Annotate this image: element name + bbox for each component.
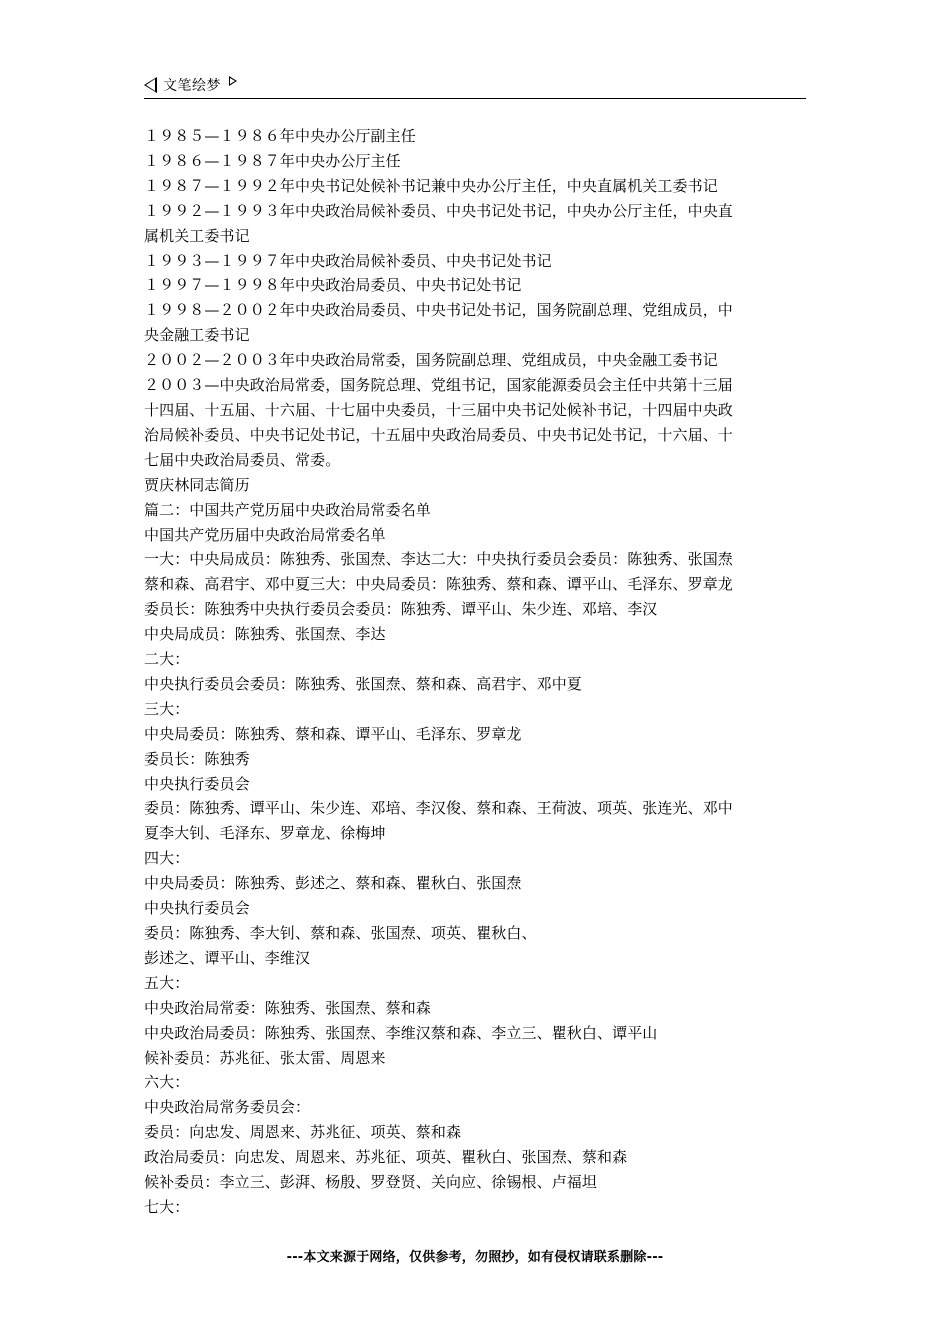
text-line: １９８７—１９９２年中央书记处候补书记兼中央办公厅主任，中央直属机关工委书记 <box>144 176 718 195</box>
text-line: 委员：陈独秀、李大钊、蔡和森、张国焘、项英、瞿秋白、 <box>144 924 537 942</box>
text-line: 中央执行委员会 <box>144 899 250 918</box>
text-line: 一大：中央局成员：陈独秀、张国焘、李达二大：中央执行委员会委员：陈独秀、张国焘 <box>144 550 733 569</box>
footer-disclaimer: ---本文来源于网络，仅供参考，勿照抄，如有侵权请联系删除--- <box>286 1250 664 1265</box>
text-line: １９８５—１９８６年中央办公厅副主任 <box>144 127 416 145</box>
text-line: １９８６—１９８７年中央办公厅主任 <box>144 151 401 170</box>
right-triangle-icon <box>229 76 237 86</box>
text-line: ２００３—中央政治局常委，国务院总理、党组书记，国家能源委员会主任中共第十三届 <box>144 376 733 395</box>
text-line: 中央政治局常委：陈独秀、张国焘、蔡和森 <box>144 998 431 1017</box>
text-line: 委员长：陈独秀中央执行委员会委员：陈独秀、谭平山、朱少连、邓培、李汉 <box>144 600 658 619</box>
text-line: １９９２—１９９３年中央政治局候补委员、中央书记处书记，中央办公厅主任，中央直 <box>144 201 733 220</box>
text-line: 中央政治局委员：陈独秀、张国焘、李维汉蔡和森、李立三、瞿秋白、谭平山 <box>144 1023 658 1042</box>
text-line: 治局候补委员、中央书记处书记，十五届中央政治局委员、中央书记处书记，十六届、十 <box>144 425 733 444</box>
text-line: 彭述之、谭平山、李维汉 <box>144 948 311 967</box>
text-line: 六大： <box>144 1073 190 1092</box>
left-triangle-icon <box>144 77 157 93</box>
text-line: 蔡和森、高君宇、邓中夏三大：中央局委员：陈独秀、蔡和森、谭平山、毛泽东、罗章龙 <box>144 575 733 594</box>
text-line: 中央政治局常务委员会： <box>144 1098 311 1117</box>
text-line: 七届中央政治局委员、常委。 <box>144 450 341 469</box>
document-body <box>144 124 808 1220</box>
text-line: 十四届、十五届、十六届、十七届中央委员，十三届中央书记处候补书记，十四届中央政 <box>144 400 733 419</box>
text-line: 三大： <box>144 699 190 718</box>
text-line: 五大： <box>144 973 190 992</box>
text-line: 贾庆林同志简历 <box>144 475 250 494</box>
text-line: 中央局成员：陈独秀、张国焘、李达 <box>144 625 386 644</box>
text-line: 七大： <box>144 1197 190 1216</box>
text-line: 篇二：中国共产党历届中央政治局常委名单 <box>144 500 431 519</box>
text-line: 中央局委员：陈独秀、蔡和森、谭平山、毛泽东、罗章龙 <box>144 724 522 743</box>
text-line: 二大： <box>144 650 190 669</box>
text-line: 中央执行委员会 <box>144 774 250 793</box>
text-line: 四大： <box>144 849 190 868</box>
text-line: 中国共产党历届中央政治局常委名单 <box>144 525 386 544</box>
text-line: １９９７—１９９８年中央政治局委员、中央书记处书记 <box>144 276 522 295</box>
text-line: 中央执行委员会委员：陈独秀、张国焘、蔡和森、高君宇、邓中夏 <box>144 674 582 693</box>
text-line: 委员长：陈独秀 <box>144 749 250 768</box>
text-line: 中央局委员：陈独秀、彭述之、蔡和森、瞿秋白、张国焘 <box>144 874 522 893</box>
text-line: 夏李大钊、毛泽东、罗章龙、徐梅坤 <box>144 824 386 843</box>
text-line: 候补委员：苏兆征、张太雷、周恩来 <box>144 1048 386 1067</box>
text-line: １９９８—２００２年中央政治局委员、中央书记处书记，国务院副总理、党组成员，中 <box>144 301 733 320</box>
text-line: 政治局委员：向忠发、周恩来、苏兆征、项英、瞿秋白、张国焘、蔡和森 <box>144 1148 628 1167</box>
text-line: 属机关工委书记 <box>144 226 250 245</box>
text-line: 委员：陈独秀、谭平山、朱少连、邓培、李汉俊、蔡和森、王荷波、项英、张连光、邓中 <box>144 799 733 818</box>
page-header <box>144 72 806 99</box>
text-line: １９９３—１９９７年中央政治局候补委员、中央书记处书记 <box>144 251 552 270</box>
text-line: ２００２—２００３年中央政治局常委，国务院副总理、党组成员，中央金融工委书记 <box>144 351 718 370</box>
text-line: 候补委员：李立三、彭湃、杨殷、罗登贤、关向应、徐锡根、卢福坦 <box>144 1173 598 1192</box>
header-title: 文笔绘梦 <box>163 78 221 94</box>
text-line: 委员：向忠发、周恩来、苏兆征、项英、蔡和森 <box>144 1123 462 1142</box>
text-line: 央金融工委书记 <box>144 326 250 345</box>
